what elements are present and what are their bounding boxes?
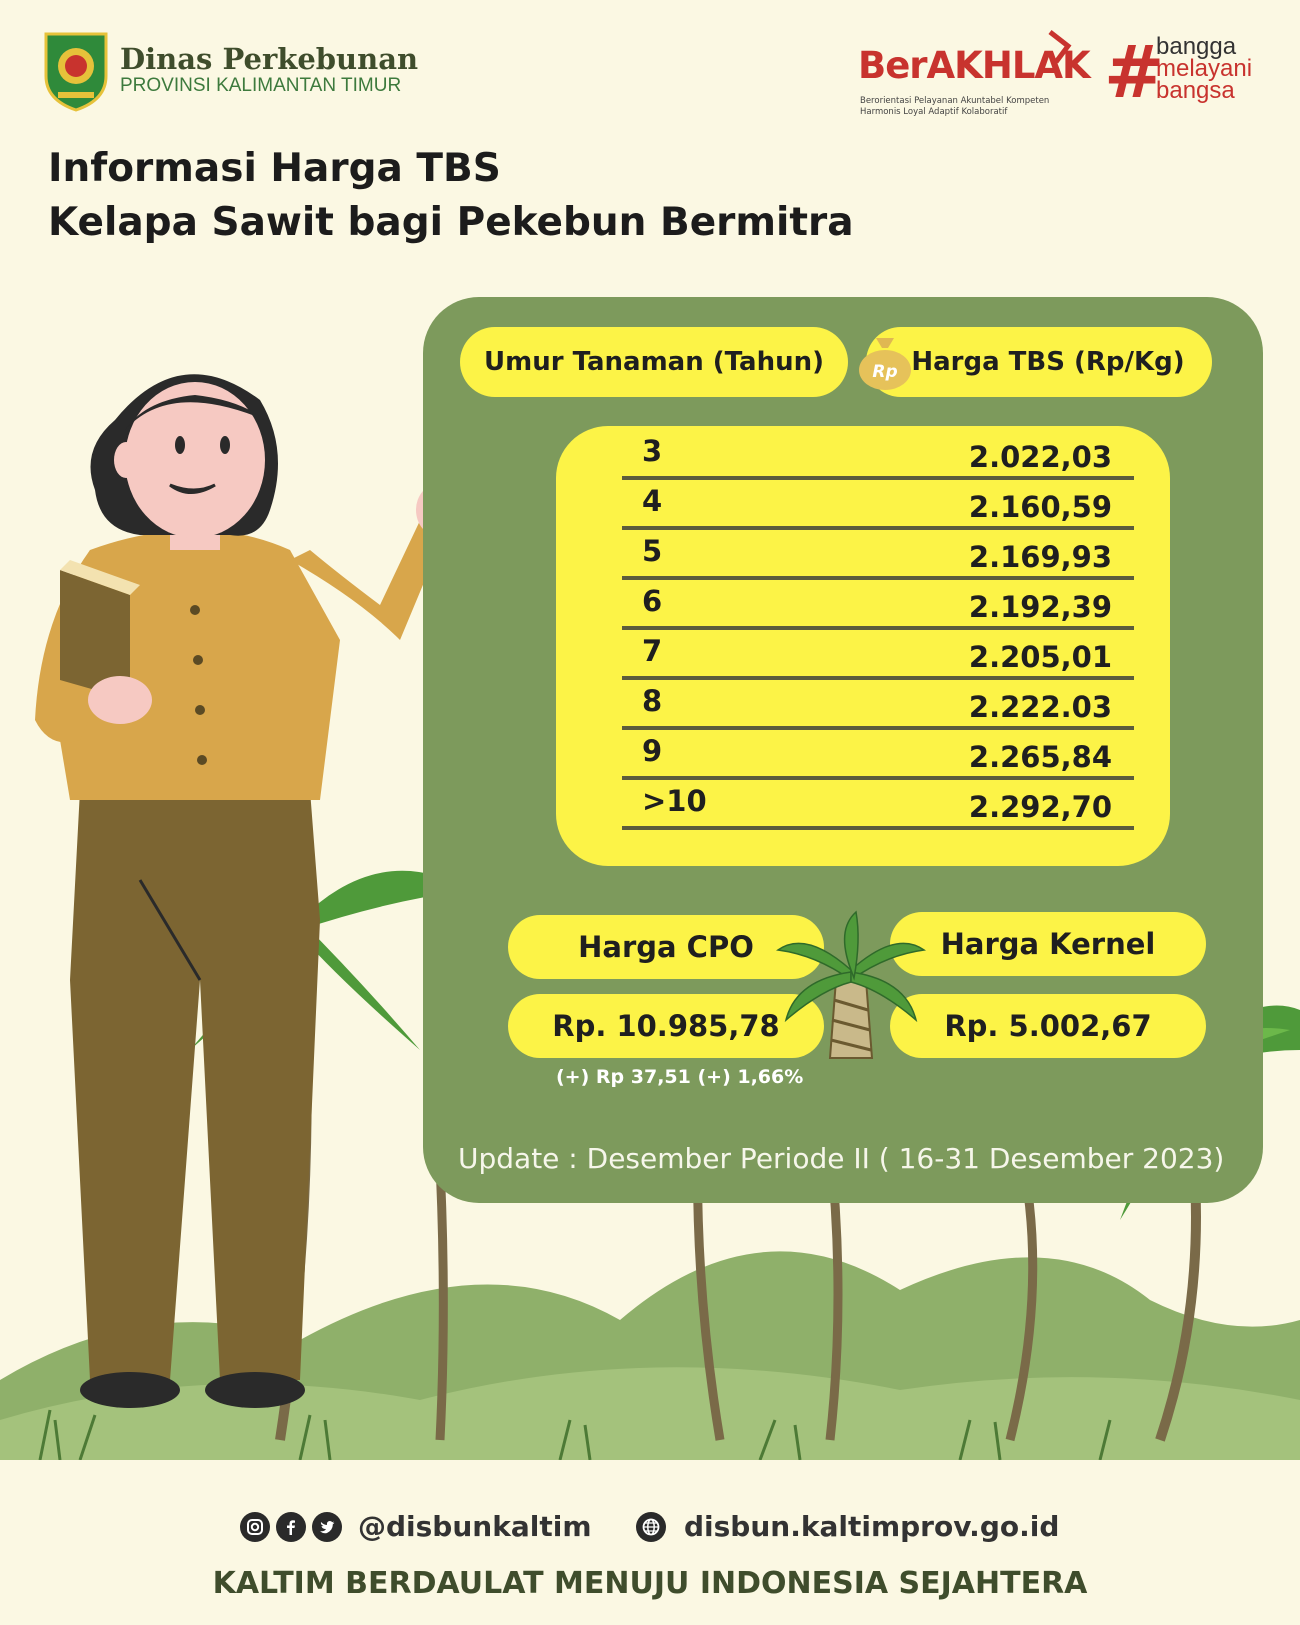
website-link	[636, 1510, 1059, 1543]
slogan: KALTIM BERDAULAT MENUJU INDONESIA SEJAHTERA	[212, 1566, 1088, 1601]
berakhlak-word: BerAKHLAK	[858, 44, 1090, 87]
hashtag-icon: #	[1104, 30, 1165, 114]
bangga-word-1: bangga	[1156, 33, 1237, 60]
tbs-price: 2.022,03	[968, 440, 1112, 474]
social-handle[interactable]: @disbunkaltim	[358, 1510, 592, 1543]
org-logo	[40, 28, 418, 112]
table-row	[622, 780, 1134, 830]
plant-age: 7	[642, 634, 663, 668]
facebook-icon[interactable]	[276, 1512, 306, 1542]
kernel-value: Rp. 5.002,67	[890, 994, 1206, 1058]
berakhlak-tagline: Berorientasi Pelayanan Akuntabel Kompeten Harmonis Loyal Adaptif Kolaboratif	[860, 96, 1050, 117]
cpo-value: Rp. 10.985,78	[508, 994, 824, 1058]
tbs-price: 2.192,39	[968, 590, 1112, 624]
kernel-label: Harga Kernel	[890, 912, 1206, 976]
page-title: Informasi Harga TBS Kelapa Sawit bagi Pekebun Bermitra	[48, 146, 854, 245]
table-row	[622, 430, 1134, 480]
tbs-price: 2.169,93	[968, 540, 1112, 574]
website-url[interactable]: disbun.kaltimprov.go.id	[684, 1510, 1060, 1543]
berakhlak-logo	[858, 30, 1088, 120]
plant-age: 9	[642, 734, 663, 768]
plant-age: >10	[642, 784, 707, 818]
bangga-word-2: melayani	[1156, 55, 1253, 82]
kaltim-seal-icon	[40, 28, 112, 112]
table-row	[622, 680, 1134, 730]
tbs-price: 2.265,84	[968, 740, 1112, 774]
svg-text:Rp: Rp	[872, 362, 898, 382]
price-column-header: Harga TBS (Rp/Kg)	[866, 327, 1212, 397]
table-row	[622, 630, 1134, 680]
social-links	[240, 1510, 592, 1543]
cpo-label: Harga CPO	[508, 915, 824, 979]
plant-age: 3	[642, 434, 663, 468]
plant-age: 8	[642, 684, 663, 718]
org-subtitle: PROVINSI KALIMANTAN TIMUR	[120, 75, 402, 96]
tbs-price: 2.160,59	[968, 490, 1112, 524]
money-bag-icon	[856, 332, 914, 392]
table-row	[622, 580, 1134, 630]
table-row	[622, 530, 1134, 580]
bangga-melayani-logo	[1104, 30, 1284, 114]
instagram-icon[interactable]	[240, 1512, 270, 1542]
org-title: Dinas Perkebunan	[120, 42, 419, 76]
tbs-price: 2.222.03	[968, 690, 1112, 724]
cpo-change: (+) Rp 37,51 (+) 1,66%	[556, 1066, 804, 1088]
bangga-word-3: bangsa	[1156, 77, 1235, 104]
age-column-header: Umur Tanaman (Tahun)	[460, 327, 848, 397]
table-row	[622, 730, 1134, 780]
plant-age: 4	[642, 484, 663, 518]
tbs-price: 2.292,70	[968, 790, 1112, 824]
palm-tree-icon	[776, 910, 926, 1060]
plant-age: 6	[642, 584, 663, 618]
tbs-price: 2.205,01	[968, 640, 1112, 674]
globe-icon	[636, 1512, 666, 1542]
table-row	[622, 480, 1134, 530]
update-period: Update : Desember Periode II ( 16-31 Desember 2023)	[458, 1142, 1225, 1175]
plant-age: 5	[642, 534, 663, 568]
twitter-icon[interactable]	[312, 1512, 342, 1542]
